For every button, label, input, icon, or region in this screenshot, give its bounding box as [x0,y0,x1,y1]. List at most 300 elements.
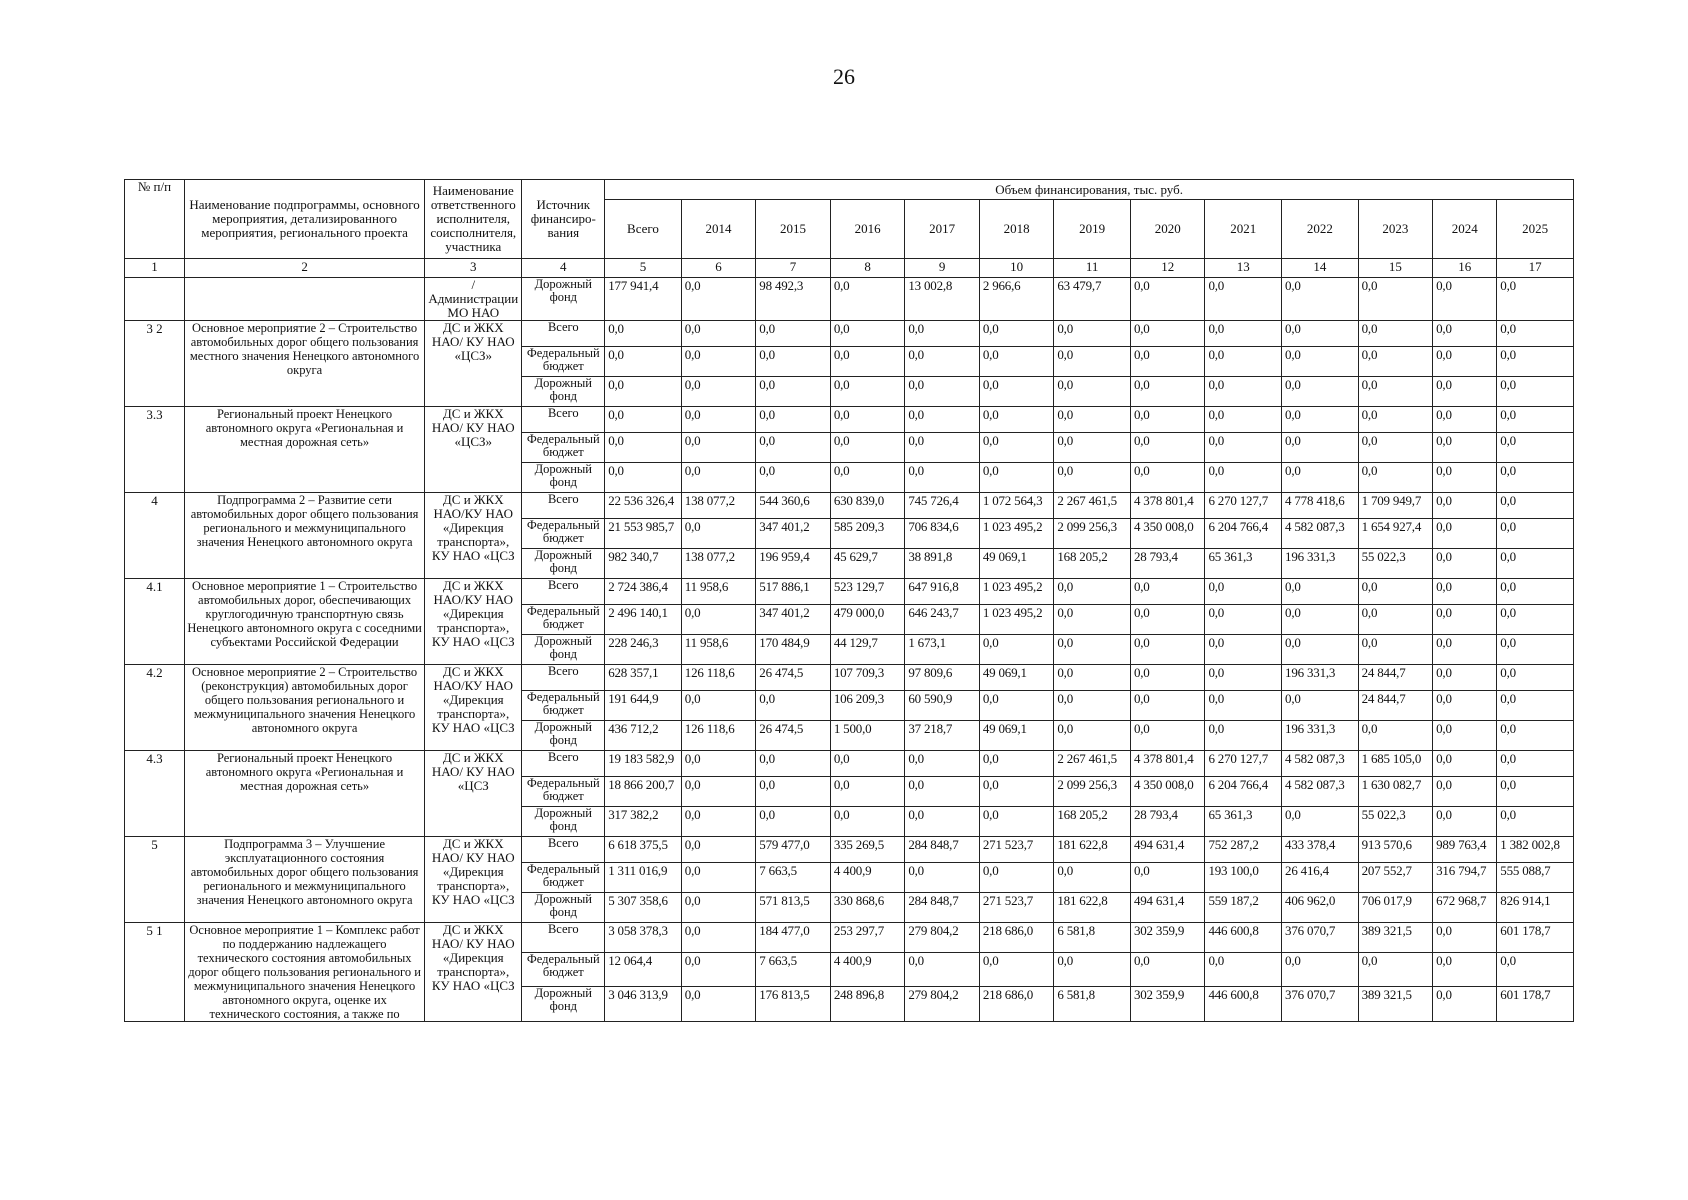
amount-year-cell: 0,0 [1054,433,1131,463]
amount-year-cell: 4 350 008,0 [1130,519,1205,549]
amount-year-cell: 0,0 [1497,549,1574,579]
amount-year-cell: 279 804,2 [905,923,980,953]
amount-year-cell: 181 622,8 [1054,893,1131,923]
amount-total-cell: 18 866 200,7 [605,777,682,807]
amount-year-cell: 0,0 [1358,407,1433,433]
amount-year-cell: 253 297,7 [830,923,905,953]
amount-total-cell: 6 618 375,5 [605,837,682,863]
row-number: 4.3 [125,751,185,837]
amount-year-cell: 1 709 949,7 [1358,493,1433,519]
amount-year-cell: 0,0 [1433,463,1497,493]
amount-year-cell: 0,0 [756,463,831,493]
amount-year-cell: 0,0 [1205,321,1282,347]
amount-year-cell: 0,0 [979,377,1054,407]
amount-year-cell: 218 686,0 [979,923,1054,953]
amount-year-cell: 0,0 [681,407,756,433]
table-row [125,923,1574,953]
amount-year-cell: 0,0 [1358,321,1433,347]
amount-total-cell: 2 724 386,4 [605,579,682,605]
amount-year-cell: 0,0 [1282,807,1359,837]
header-year: 2023 [1358,200,1433,259]
amount-year-cell: 0,0 [1282,463,1359,493]
amount-year-cell: 13 002,8 [905,278,980,321]
amount-year-cell: 0,0 [1433,407,1497,433]
amount-year-cell: 0,0 [1205,605,1282,635]
amount-year-cell: 0,0 [1433,519,1497,549]
amount-year-cell: 479 000,0 [830,605,905,635]
amount-year-cell: 0,0 [1282,952,1359,987]
funding-source: Федеральный бюджет [522,347,605,377]
amount-year-cell: 0,0 [1054,863,1131,893]
funding-source: Дорожный фонд [522,377,605,407]
program-name: Основное мероприятие 2 – Строительство автомобильных дорог общего пользования местного значения Ненецкого автономного округа [185,321,425,407]
column-index-row [125,259,1574,278]
program-name [185,278,425,321]
amount-year-cell: 0,0 [1205,433,1282,463]
amount-year-cell: 4 350 008,0 [1130,777,1205,807]
amount-year-cell: 6 581,8 [1054,923,1131,953]
funding-source: Федеральный бюджет [522,691,605,721]
amount-year-cell: 0,0 [1433,278,1497,321]
amount-year-cell: 0,0 [681,987,756,1022]
amount-year-cell: 494 631,4 [1130,893,1205,923]
amount-year-cell: 1 023 495,2 [979,579,1054,605]
executor-name: ДС и ЖКХ НАО/ КУ НАО «ЦСЗ» [425,407,522,493]
amount-year-cell: 389 321,5 [1358,987,1433,1022]
amount-year-cell: 523 129,7 [830,579,905,605]
column-index-cell: 11 [1054,259,1131,278]
amount-year-cell: 0,0 [681,463,756,493]
program-name: Основное мероприятие 1 – Комплекс работ по поддержанию надлежащего технического состояния автомобильных дорог общего пользования регионального и межмуниципального значения Ненецкого автономного округа, оценке их технического состояния, а также по [185,923,425,1022]
column-index-cell: 9 [905,259,980,278]
amount-total-cell: 228 246,3 [605,635,682,665]
amount-year-cell: 184 477,0 [756,923,831,953]
amount-year-cell: 0,0 [756,377,831,407]
amount-year-cell: 0,0 [1205,721,1282,751]
amount-year-cell: 0,0 [1433,807,1497,837]
amount-year-cell: 4 582 087,3 [1282,751,1359,777]
amount-year-cell: 0,0 [1358,433,1433,463]
amount-year-cell: 168 205,2 [1054,807,1131,837]
header-year: 2020 [1130,200,1205,259]
amount-year-cell: 0,0 [1497,321,1574,347]
amount-year-cell: 0,0 [905,751,980,777]
amount-year-cell: 302 359,9 [1130,923,1205,953]
header-year: 2018 [979,200,1054,259]
amount-year-cell: 706 834,6 [905,519,980,549]
executor-name: ДС и ЖКХ НАО/КУ НАО «Дирекция транспорта», КУ НАО «ЦСЗ [425,665,522,751]
row-number: 4 [125,493,185,579]
amount-total-cell: 0,0 [605,347,682,377]
amount-year-cell: 1 072 564,3 [979,493,1054,519]
funding-source: Всего [522,579,605,605]
amount-year-cell: 0,0 [979,347,1054,377]
amount-year-cell: 0,0 [756,807,831,837]
amount-year-cell: 0,0 [1497,691,1574,721]
amount-year-cell: 0,0 [905,347,980,377]
amount-year-cell: 0,0 [1282,605,1359,635]
amount-year-cell: 193 100,0 [1205,863,1282,893]
amount-year-cell: 0,0 [1497,463,1574,493]
amount-year-cell: 579 477,0 [756,837,831,863]
amount-year-cell: 4 378 801,4 [1130,751,1205,777]
amount-year-cell: 28 793,4 [1130,807,1205,837]
amount-year-cell: 0,0 [830,278,905,321]
amount-year-cell: 0,0 [681,605,756,635]
amount-year-cell: 989 763,4 [1433,837,1497,863]
amount-year-cell: 196 331,3 [1282,549,1359,579]
amount-year-cell: 0,0 [756,751,831,777]
funding-source: Федеральный бюджет [522,863,605,893]
funding-source: Федеральный бюджет [522,605,605,635]
table-row [125,278,1574,321]
table-row [125,837,1574,863]
amount-year-cell: 0,0 [979,635,1054,665]
amount-year-cell: 0,0 [756,777,831,807]
amount-year-cell: 0,0 [1497,807,1574,837]
executor-name: ДС и ЖКХ НАО/КУ НАО «Дирекция транспорта», КУ НАО «ЦСЗ [425,493,522,579]
amount-year-cell: 0,0 [681,321,756,347]
amount-year-cell: 4 400,9 [830,952,905,987]
amount-year-cell: 271 523,7 [979,837,1054,863]
amount-year-cell: 0,0 [1130,321,1205,347]
amount-year-cell: 0,0 [681,893,756,923]
amount-year-cell: 0,0 [1054,605,1131,635]
program-name: Подпрограмма 3 – Улучшение эксплуатационного состояния автомобильных дорог общего пользования регионального и межмуниципального значения Ненецкого автономного округа [185,837,425,923]
amount-year-cell: 1 673,1 [905,635,980,665]
row-number: 3.3 [125,407,185,493]
amount-year-cell: 63 479,7 [1054,278,1131,321]
amount-year-cell: 0,0 [1054,407,1131,433]
table-row [125,579,1574,605]
column-index-cell: 8 [830,259,905,278]
header-year: 2024 [1433,200,1497,259]
amount-year-cell: 0,0 [1433,433,1497,463]
amount-year-cell: 0,0 [1358,721,1433,751]
amount-year-cell: 0,0 [681,751,756,777]
table-body [125,259,1574,1022]
amount-year-cell: 0,0 [1130,721,1205,751]
amount-year-cell: 0,0 [830,433,905,463]
column-index-cell: 2 [185,259,425,278]
column-index-cell: 14 [1282,259,1359,278]
amount-year-cell: 0,0 [756,347,831,377]
amount-year-cell: 0,0 [1054,721,1131,751]
program-name: Основное мероприятие 2 – Строительство (реконструкция) автомобильных дорог общего пользования регионального и межмуниципального значения Ненецкого автономного округа [185,665,425,751]
amount-year-cell: 0,0 [681,433,756,463]
table-row [125,751,1574,777]
amount-year-cell: 196 331,3 [1282,665,1359,691]
amount-year-cell: 0,0 [1497,519,1574,549]
amount-year-cell: 0,0 [979,463,1054,493]
amount-year-cell: 0,0 [979,751,1054,777]
amount-year-cell: 0,0 [1433,665,1497,691]
amount-year-cell: 0,0 [1497,407,1574,433]
amount-year-cell: 0,0 [756,433,831,463]
amount-year-cell: 316 794,7 [1433,863,1497,893]
amount-year-cell: 0,0 [1433,321,1497,347]
amount-year-cell: 376 070,7 [1282,987,1359,1022]
amount-year-cell: 0,0 [1433,923,1497,953]
row-number: 4.2 [125,665,185,751]
amount-year-cell: 2 267 461,5 [1054,493,1131,519]
amount-year-cell: 752 287,2 [1205,837,1282,863]
funding-source: Дорожный фонд [522,893,605,923]
amount-year-cell: 517 886,1 [756,579,831,605]
amount-year-cell: 0,0 [905,321,980,347]
amount-year-cell: 181 622,8 [1054,837,1131,863]
amount-year-cell: 26 474,5 [756,721,831,751]
amount-year-cell: 0,0 [1433,605,1497,635]
funding-source: Дорожный фонд [522,987,605,1022]
funding-source: Федеральный бюджет [522,433,605,463]
amount-year-cell: 0,0 [1130,463,1205,493]
amount-year-cell: 0,0 [1054,377,1131,407]
amount-year-cell: 271 523,7 [979,893,1054,923]
amount-year-cell: 0,0 [905,863,980,893]
amount-year-cell: 6 270 127,7 [1205,751,1282,777]
amount-year-cell: 65 361,3 [1205,807,1282,837]
amount-year-cell: 0,0 [830,751,905,777]
amount-year-cell: 0,0 [681,777,756,807]
amount-year-cell: 26 474,5 [756,665,831,691]
amount-year-cell: 0,0 [1497,605,1574,635]
amount-year-cell: 0,0 [1358,952,1433,987]
amount-year-cell: 446 600,8 [1205,923,1282,953]
amount-year-cell: 0,0 [1130,407,1205,433]
amount-year-cell: 2 267 461,5 [1054,751,1131,777]
funding-source: Дорожный фонд [522,549,605,579]
amount-year-cell: 49 069,1 [979,549,1054,579]
amount-year-cell: 347 401,2 [756,519,831,549]
amount-year-cell: 0,0 [1205,635,1282,665]
amount-year-cell: 0,0 [1497,347,1574,377]
amount-year-cell: 218 686,0 [979,987,1054,1022]
amount-year-cell: 45 629,7 [830,549,905,579]
amount-year-cell: 0,0 [1205,377,1282,407]
funding-table [124,179,1574,1022]
amount-year-cell: 4 778 418,6 [1282,493,1359,519]
amount-year-cell: 0,0 [979,407,1054,433]
amount-year-cell: 389 321,5 [1358,923,1433,953]
amount-year-cell: 44 129,7 [830,635,905,665]
amount-total-cell: 1 311 016,9 [605,863,682,893]
amount-year-cell: 138 077,2 [681,549,756,579]
amount-year-cell: 0,0 [905,807,980,837]
amount-year-cell: 97 809,6 [905,665,980,691]
amount-total-cell: 21 553 985,7 [605,519,682,549]
amount-year-cell: 196 331,3 [1282,721,1359,751]
amount-total-cell: 0,0 [605,463,682,493]
amount-year-cell: 0,0 [1205,665,1282,691]
header-year: 2022 [1282,200,1359,259]
amount-total-cell: 982 340,7 [605,549,682,579]
amount-year-cell: 0,0 [830,377,905,407]
amount-year-cell: 0,0 [830,407,905,433]
program-name: Региональный проект Ненецкого автономного округа «Региональная и местная дорожная сеть» [185,407,425,493]
amount-year-cell: 0,0 [979,807,1054,837]
funding-source: Дорожный фонд [522,463,605,493]
amount-year-cell: 0,0 [1130,579,1205,605]
page-number: 26 [833,64,855,89]
amount-year-cell: 0,0 [979,863,1054,893]
table-row [125,665,1574,691]
table-row [125,407,1574,433]
program-name: Основное мероприятие 1 – Строительство автомобильных дорог, обеспечивающих круглогодичную транспортную связь Ненецкого автономного округа с соседними субъектами Российской Федерации [185,579,425,665]
header-year: 2019 [1054,200,1131,259]
row-number: 5 1 [125,923,185,1022]
program-name: Региональный проект Ненецкого автономного округа «Региональная и местная дорожная сеть» [185,751,425,837]
amount-year-cell: 0,0 [1130,433,1205,463]
amount-year-cell: 0,0 [1497,493,1574,519]
amount-year-cell: 0,0 [1497,777,1574,807]
amount-year-cell: 0,0 [1497,665,1574,691]
amount-year-cell: 0,0 [1054,347,1131,377]
amount-year-cell: 433 378,4 [1282,837,1359,863]
row-number: 4.1 [125,579,185,665]
program-name: Подпрограмма 2 – Развитие сети автомобильных дорог общего пользования регионального и межмуниципального значения Ненецкого автономного округа [185,493,425,579]
amount-year-cell: 0,0 [979,321,1054,347]
amount-year-cell: 6 270 127,7 [1205,493,1282,519]
amount-year-cell: 55 022,3 [1358,549,1433,579]
amount-year-cell: 0,0 [1054,665,1131,691]
amount-year-cell: 446 600,8 [1205,987,1282,1022]
amount-year-cell: 26 416,4 [1282,863,1359,893]
amount-year-cell: 2 099 256,3 [1054,519,1131,549]
funding-source: Дорожный фонд [522,635,605,665]
amount-year-cell: 706 017,9 [1358,893,1433,923]
amount-year-cell: 0,0 [1433,579,1497,605]
amount-year-cell: 0,0 [1433,493,1497,519]
amount-year-cell: 672 968,7 [1433,893,1497,923]
amount-year-cell: 0,0 [1433,987,1497,1022]
amount-year-cell: 0,0 [830,777,905,807]
row-number: 3 2 [125,321,185,407]
amount-total-cell: 0,0 [605,377,682,407]
row-number: 5 [125,837,185,923]
amount-year-cell: 0,0 [1130,863,1205,893]
amount-year-cell: 11 958,6 [681,579,756,605]
amount-total-cell: 19 183 582,9 [605,751,682,777]
amount-year-cell: 106 209,3 [830,691,905,721]
amount-total-cell: 317 382,2 [605,807,682,837]
amount-year-cell: 0,0 [1205,691,1282,721]
amount-year-cell: 0,0 [681,807,756,837]
amount-year-cell: 1 023 495,2 [979,605,1054,635]
amount-year-cell: 0,0 [1433,777,1497,807]
amount-year-cell: 0,0 [1205,278,1282,321]
column-index-cell: 15 [1358,259,1433,278]
amount-year-cell: 0,0 [681,691,756,721]
amount-year-cell: 1 382 002,8 [1497,837,1574,863]
amount-year-cell: 170 484,9 [756,635,831,665]
amount-year-cell: 0,0 [756,407,831,433]
amount-year-cell: 0,0 [1358,377,1433,407]
column-index-cell: 4 [522,259,605,278]
amount-year-cell: 0,0 [681,923,756,953]
amount-year-cell: 0,0 [1358,579,1433,605]
amount-year-cell: 0,0 [979,691,1054,721]
amount-year-cell: 826 914,1 [1497,893,1574,923]
funding-source: Всего [522,321,605,347]
amount-year-cell: 60 590,9 [905,691,980,721]
table-row [125,493,1574,519]
amount-year-cell: 0,0 [681,377,756,407]
amount-year-cell: 0,0 [756,691,831,721]
amount-year-cell: 0,0 [1054,952,1131,987]
header-year: 2016 [830,200,905,259]
amount-total-cell: 0,0 [605,321,682,347]
amount-year-cell: 0,0 [905,377,980,407]
amount-total-cell: 0,0 [605,433,682,463]
amount-year-cell: 0,0 [1433,347,1497,377]
amount-total-cell: 177 941,4 [605,278,682,321]
executor-name: ДС и ЖКХ НАО/ КУ НАО «Дирекция транспорта», КУ НАО «ЦСЗ [425,923,522,1022]
amount-year-cell: 0,0 [1282,691,1359,721]
amount-total-cell: 0,0 [605,407,682,433]
amount-year-cell: 4 400,9 [830,863,905,893]
amount-year-cell: 571 813,5 [756,893,831,923]
executor-name: / Администрации МО НАО [425,278,522,321]
amount-year-cell: 494 631,4 [1130,837,1205,863]
header-source: Источник финансиро-вания [522,180,605,259]
header-funding-title: Объем финансирования, тыс. руб. [605,180,1574,200]
amount-year-cell: 630 839,0 [830,493,905,519]
funding-source: Дорожный фонд [522,807,605,837]
amount-year-cell: 0,0 [905,407,980,433]
funding-source: Федеральный бюджет [522,777,605,807]
amount-year-cell: 0,0 [1358,463,1433,493]
column-index-cell: 7 [756,259,831,278]
amount-year-cell: 0,0 [681,519,756,549]
amount-year-cell: 0,0 [1282,635,1359,665]
amount-year-cell: 0,0 [1130,665,1205,691]
amount-year-cell: 585 209,3 [830,519,905,549]
amount-year-cell: 0,0 [1282,347,1359,377]
column-index-cell: 10 [979,259,1054,278]
amount-year-cell: 0,0 [1497,952,1574,987]
amount-year-cell: 0,0 [1205,952,1282,987]
column-index-cell: 1 [125,259,185,278]
amount-year-cell: 0,0 [979,952,1054,987]
funding-source: Всего [522,751,605,777]
amount-year-cell: 0,0 [681,837,756,863]
amount-year-cell: 0,0 [1282,321,1359,347]
amount-total-cell: 5 307 358,6 [605,893,682,923]
amount-year-cell: 0,0 [681,347,756,377]
amount-year-cell: 544 360,6 [756,493,831,519]
amount-year-cell: 555 088,7 [1497,863,1574,893]
amount-year-cell: 1 685 105,0 [1358,751,1433,777]
amount-year-cell: 0,0 [1497,278,1574,321]
amount-year-cell: 0,0 [1205,347,1282,377]
amount-year-cell: 24 844,7 [1358,665,1433,691]
amount-year-cell: 0,0 [1205,463,1282,493]
amount-year-cell: 0,0 [1433,549,1497,579]
amount-year-cell: 647 916,8 [905,579,980,605]
amount-year-cell: 0,0 [1433,952,1497,987]
amount-year-cell: 335 269,5 [830,837,905,863]
amount-year-cell: 279 804,2 [905,987,980,1022]
amount-year-cell: 138 077,2 [681,493,756,519]
column-index-cell: 3 [425,259,522,278]
header-name: Наименование подпрограммы, основного мероприятия, детализированного мероприятия, регионального проекта [185,180,425,259]
amount-year-cell: 1 630 082,7 [1358,777,1433,807]
amount-year-cell: 601 178,7 [1497,923,1574,953]
amount-year-cell: 0,0 [979,433,1054,463]
amount-year-cell: 601 178,7 [1497,987,1574,1022]
header-year: 2025 [1497,200,1574,259]
